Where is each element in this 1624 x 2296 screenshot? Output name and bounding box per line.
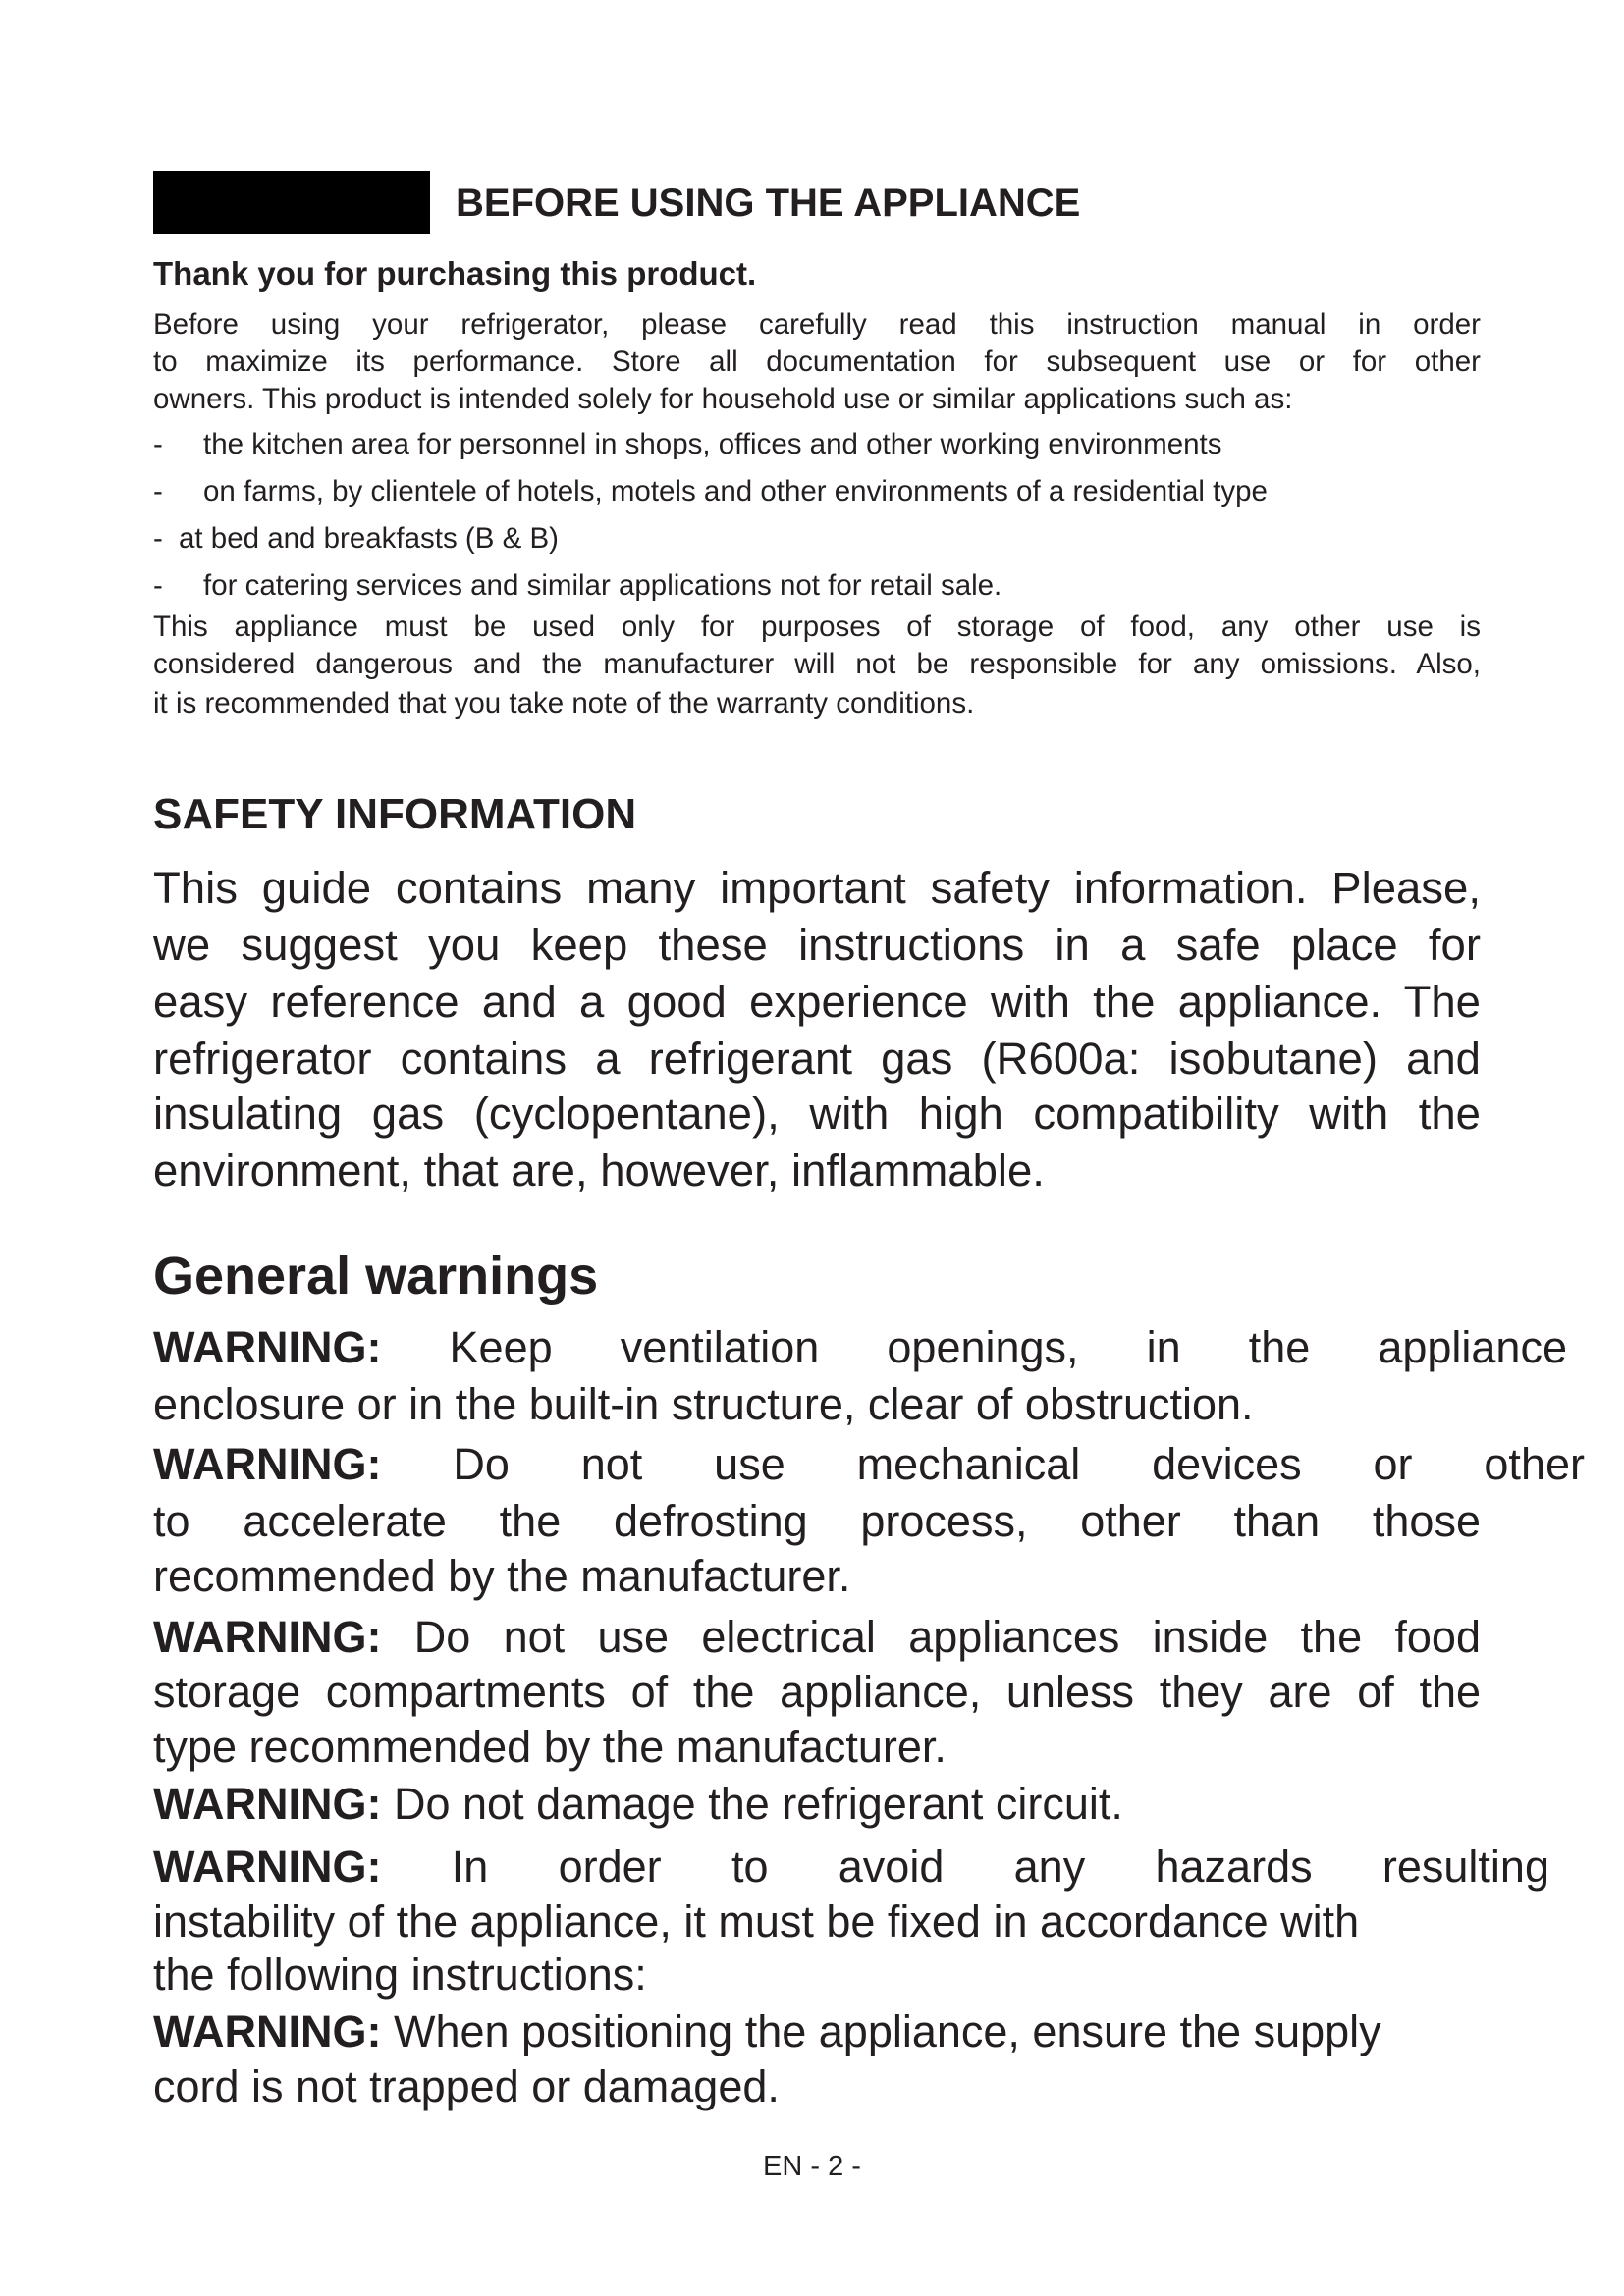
bullet-dash: - xyxy=(153,569,163,602)
warning-line xyxy=(153,1777,1481,1832)
safety-heading: SAFETY INFORMATION xyxy=(153,790,637,838)
warning-line xyxy=(153,2004,1481,2059)
warning-line xyxy=(153,1320,1567,1375)
warning-text: Do not damage the refrigerant circuit. xyxy=(394,1779,1123,1829)
intro-line: Before using your refrigerator, please carefully read this instruction manual in order xyxy=(153,308,1481,341)
safety-line: refrigerator contains a refrigerant gas (R600a: isobutane) and xyxy=(153,1034,1481,1084)
bullet-item: for catering services and similar applications not for retail sale. xyxy=(203,569,1002,602)
usage-line: considered dangerous and the manufacturer will not be responsible for any omissions. Also, xyxy=(153,648,1481,680)
warning-label: WARNING: xyxy=(153,1322,382,1372)
warning-text: Do not use mechanical devices or other xyxy=(453,1439,1585,1489)
warning-text: Do not use electrical appliances inside the food xyxy=(413,1612,1481,1662)
safety-line: we suggest you keep these instructions in a safe place for xyxy=(153,920,1481,970)
safety-line: easy reference and a good experience with the appliance. The xyxy=(153,977,1481,1027)
warning-label: WARNING: xyxy=(153,2006,382,2056)
general-warnings-heading: General warnings xyxy=(153,1247,599,1306)
warning-line: cord is not trapped or damaged. xyxy=(153,2061,780,2111)
usage-line: This appliance must be used only for purposes of storage of food, any other use is xyxy=(153,611,1481,643)
warning-line: enclosure or in the built-in structure, clear of obstruction. xyxy=(153,1379,1254,1429)
section-title: BEFORE USING THE APPLIANCE xyxy=(456,182,1081,225)
section-header-bar xyxy=(153,171,430,234)
warning-label: WARNING: xyxy=(153,1842,382,1892)
warning-text: Keep ventilation openings, in the appliance xyxy=(449,1322,1567,1372)
bullet-dash: - xyxy=(153,475,163,507)
warning-text: In order to avoid any hazards resulting xyxy=(451,1842,1549,1892)
page-number: EN - 2 - xyxy=(763,2151,861,2182)
warning-line: the following instructions: xyxy=(153,1949,647,2000)
safety-line: This guide contains many important safety information. Please, xyxy=(153,863,1481,913)
warning-line: recommended by the manufacturer. xyxy=(153,1551,851,1601)
intro-line: owners. This product is intended solely for household use or similar applications such as: xyxy=(153,383,1293,415)
warning-label: WARNING: xyxy=(153,1439,382,1489)
warning-label: WARNING: xyxy=(153,1612,382,1662)
warning-label: WARNING: xyxy=(153,1779,382,1829)
warning-line xyxy=(153,1437,1585,1492)
warning-line: to accelerate the defrosting process, other than those xyxy=(153,1496,1481,1546)
usage-line: it is recommended that you take note of the warranty conditions. xyxy=(153,687,975,720)
warning-line xyxy=(153,1610,1481,1665)
intro-line: to maximize its performance. Store all documentation for subsequent use or for other xyxy=(153,346,1481,378)
safety-line: insulating gas (cyclopentane), with high compatibility with the xyxy=(153,1089,1481,1139)
bullet-item: the kitchen area for personnel in shops, offices and other working environments xyxy=(203,428,1222,460)
warning-line: storage compartments of the appliance, unless they are of the xyxy=(153,1667,1481,1717)
safety-line: environment, that are, however, inflammable. xyxy=(153,1146,1045,1196)
warning-line: instability of the appliance, it must be fixed in accordance with xyxy=(153,1896,1360,1947)
bullet-dash: - xyxy=(153,428,163,460)
bullet-item: on farms, by clientele of hotels, motels and other environments of a residential type xyxy=(203,475,1268,507)
bullet-dash: - xyxy=(153,522,163,555)
warning-text: When positioning the appliance, ensure the supply xyxy=(394,2006,1381,2056)
bullet-item: at bed and breakfasts (B & B) xyxy=(179,522,559,555)
warning-line xyxy=(153,1840,1549,1895)
thank-you-heading: Thank you for purchasing this product. xyxy=(153,255,757,292)
warning-line: type recommended by the manufacturer. xyxy=(153,1722,947,1772)
